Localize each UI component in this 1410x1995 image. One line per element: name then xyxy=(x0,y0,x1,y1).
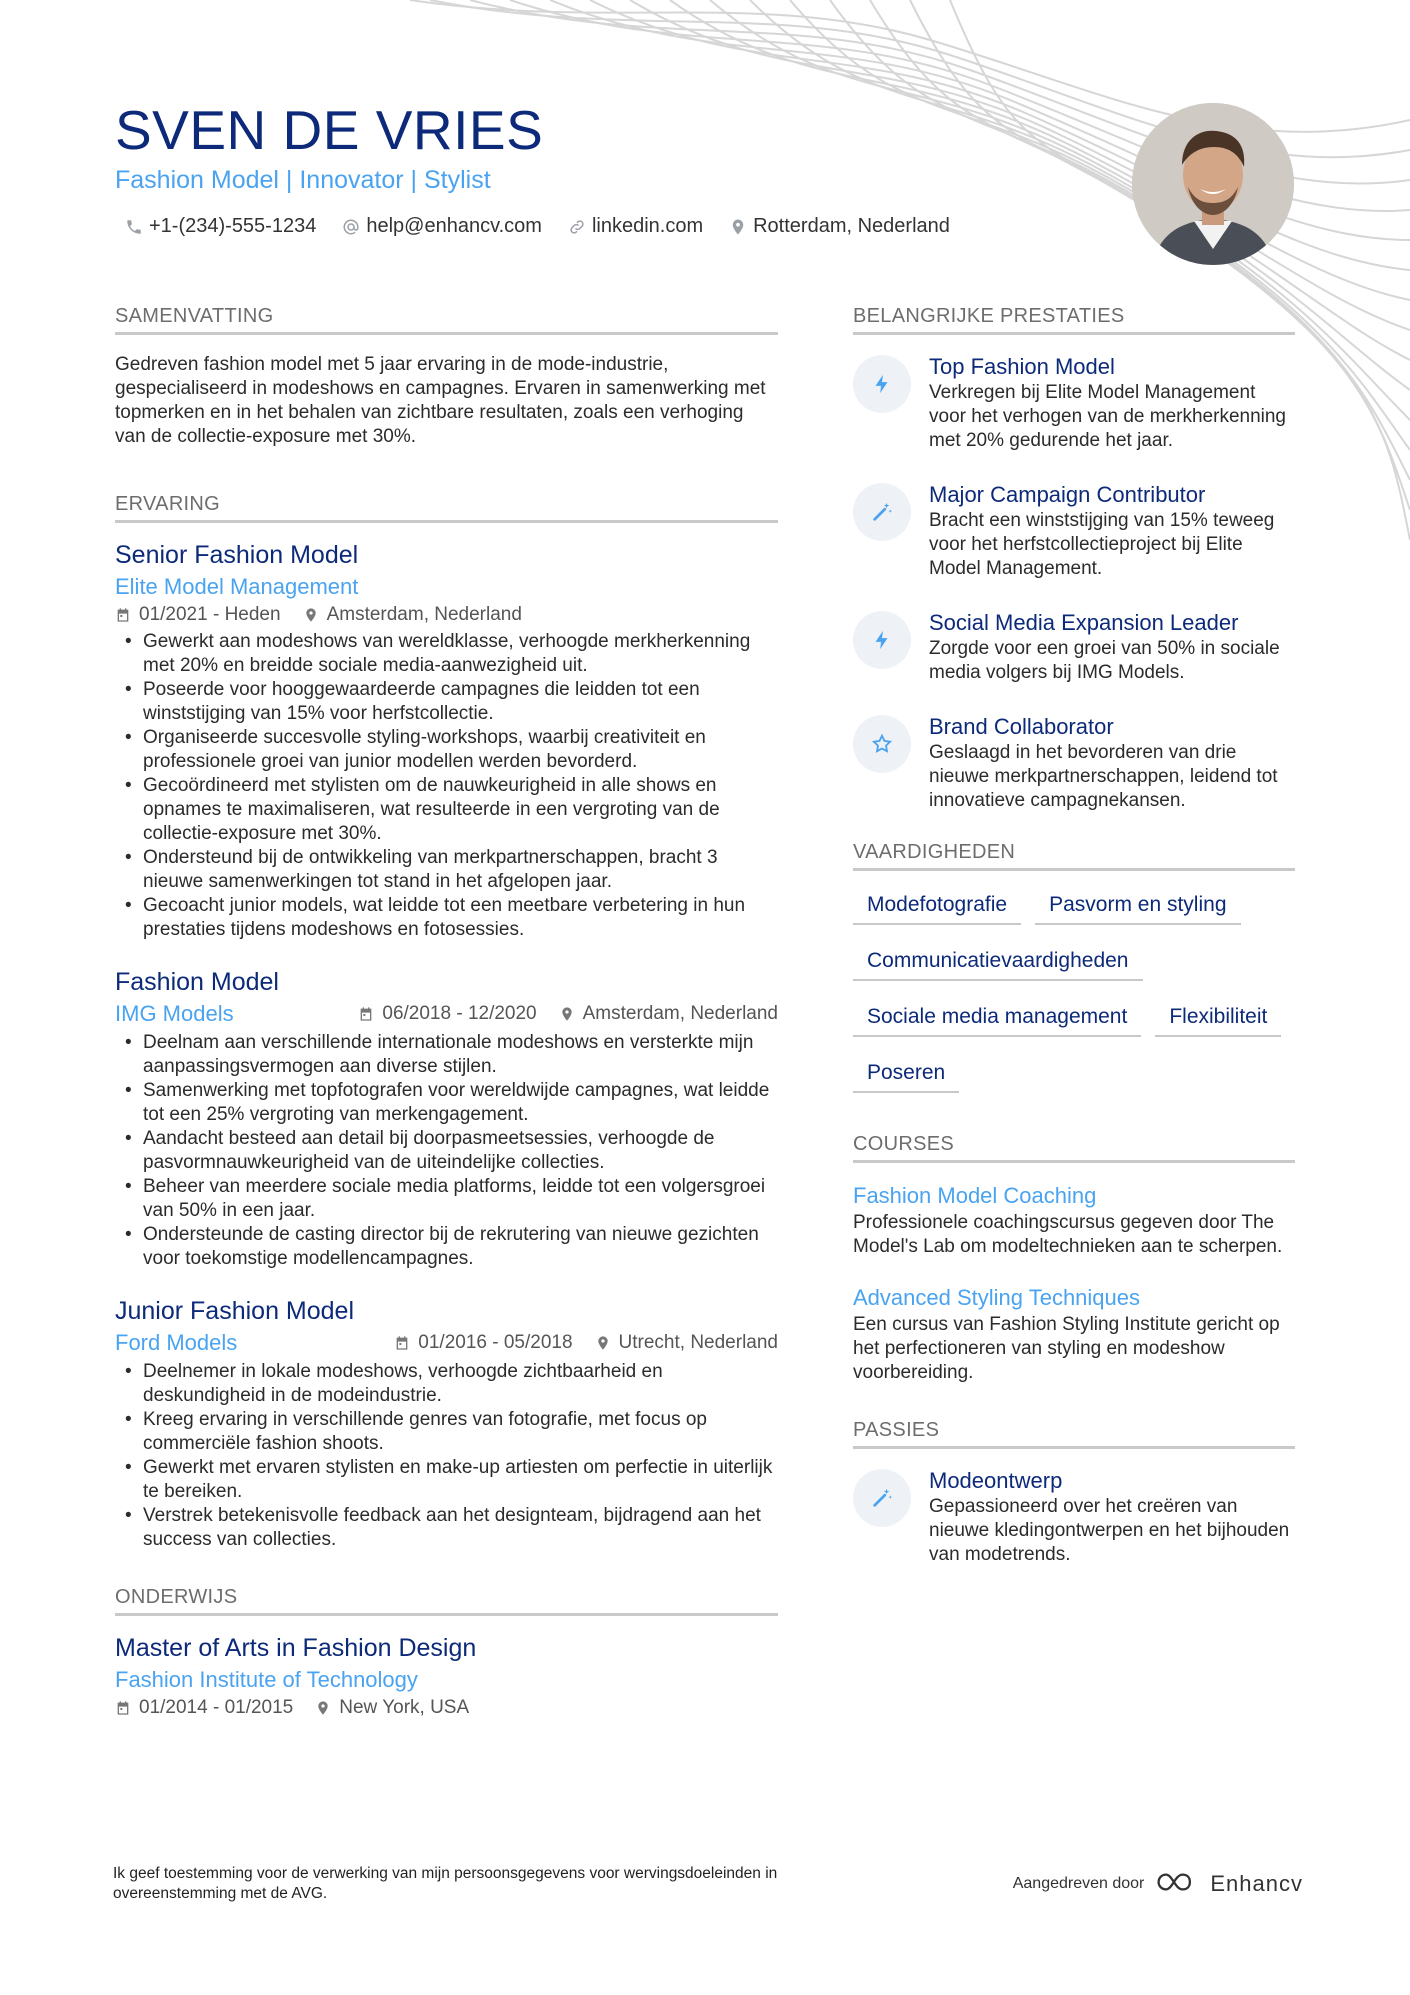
courses-section xyxy=(853,1133,1295,1385)
lightning-icon xyxy=(853,355,911,413)
passions-title: PASSIES xyxy=(853,1419,1295,1449)
job-meta xyxy=(358,1003,778,1025)
job-location-text: Amsterdam, Nederland xyxy=(582,1003,778,1024)
achievement-title: Social Media Expansion Leader xyxy=(929,610,1239,635)
education-dates-text: 01/2014 - 01/2015 xyxy=(139,1697,294,1718)
skills-title: VAARDIGHEDEN xyxy=(853,841,1295,871)
skill-tag: Communicatievaardigheden xyxy=(853,945,1143,981)
job-bullet: • Gewerkt met ervaren stylisten en make-up artiesten om perfectie in uiterlijk te bereiken. xyxy=(115,1456,778,1504)
email-text: help@enhancv.com xyxy=(366,215,542,237)
education-title: ONDERWIJS xyxy=(115,1586,778,1616)
enhancv-logo-icon xyxy=(1154,1870,1200,1899)
course-title: Advanced Styling Techniques xyxy=(853,1285,1141,1310)
education-location xyxy=(315,1697,469,1719)
calendar-icon xyxy=(115,607,131,623)
job-bullet: • Poseerde voor hooggewaardeerde campagnes die leidden tot een winststijging van 15% voor herfstcollectie. xyxy=(115,678,778,726)
location-text: Rotterdam, Nederland xyxy=(753,215,950,237)
job-bullet: • Organiseerde succesvolle styling-workshops, waarbij creativiteit en professionele groei van junior modellen werden bevorderd. xyxy=(115,726,778,774)
achievement-item xyxy=(853,609,1295,685)
education-section xyxy=(115,1586,778,1719)
linkedin-text: linkedin.com xyxy=(591,215,704,237)
job-bullet: • Deelnam aan verschillende internationale modeshows en versterkte mijn aanpassingsvermogen aan diverse stijlen. xyxy=(115,1031,778,1079)
job-bullet: • Ondersteunde de casting director bij de rekrutering van nieuwe gezichten voor toekomstige modellencampagnes. xyxy=(115,1223,778,1271)
course-item xyxy=(853,1283,1295,1385)
candidate-headline: Fashion Model | Innovator | Stylist xyxy=(115,166,491,194)
job-bullet: • Deelnemer in lokale modeshows, verhoogde zichtbaarheid en deskundigheid in de modeindustrie. xyxy=(115,1360,778,1408)
achievements-section xyxy=(853,305,1295,813)
course-item xyxy=(853,1181,1295,1259)
education-location-text: New York, USA xyxy=(339,1697,470,1718)
calendar-icon xyxy=(394,1335,410,1351)
job-entry xyxy=(115,968,778,1271)
skill-tag: Modefotografie xyxy=(853,889,1021,925)
experience-title: ERVARING xyxy=(115,493,778,523)
job-bullet: • Kreeg ervaring in verschillende genres van fotografie, met focus op commerciële fashion shoots. xyxy=(115,1408,778,1456)
skill-tag: Flexibiliteit xyxy=(1155,1001,1281,1037)
summary-section xyxy=(115,305,778,449)
course-desc: Professionele coachingscursus gegeven door The Model's Lab om modeltechnieken aan te scherpen. xyxy=(853,1212,1283,1257)
job-bullet: • Samenwerking met topfotografen voor wereldwijde campagnes, wat leidde tot een 25% vergroting van merkengagement. xyxy=(115,1079,778,1127)
job-location-text: Utrecht, Nederland xyxy=(618,1332,778,1353)
achievement-desc: Geslaagd in het bevorderen van drie nieuwe merkpartnerschappen, leidend tot innovatieve campagnekansen. xyxy=(929,742,1278,811)
passions-section xyxy=(853,1419,1295,1567)
job-bullet: • Gewerkt aan modeshows van wereldklasse, verhoogde merkherkenning met 20% en breidde sociale media-aanwezigheid uit. xyxy=(115,630,778,678)
job-dates xyxy=(394,1332,572,1354)
map-pin-icon xyxy=(729,218,747,236)
course-desc: Een cursus van Fashion Styling Institute gericht op het perfectioneren van styling en modeshow voorbereiding. xyxy=(853,1314,1280,1383)
education-dates xyxy=(115,1697,293,1719)
job-location xyxy=(559,1003,778,1025)
contact-phone[interactable] xyxy=(125,215,316,238)
job-location-text: Amsterdam, Nederland xyxy=(326,604,522,625)
job-bullet: • Gecoördineerd met stylisten om de nauwkeurigheid in alle shows en opnames te maximaliseren, wat resulteerde in een vergroting van de collectie-exposure met 30%. xyxy=(115,774,778,846)
job-entry xyxy=(115,541,778,942)
powered-by-label: Aangedreven door xyxy=(1012,1875,1145,1892)
achievement-item xyxy=(853,353,1295,453)
candidate-name: SVEN DE VRIES xyxy=(115,99,544,161)
job-company-row xyxy=(115,1001,778,1027)
phone-text: +1-(234)-555-1234 xyxy=(149,215,317,237)
job-dates xyxy=(115,604,281,626)
achievement-desc: Verkregen bij Elite Model Management voor het verhogen van de merkherkenning met 20% gedurende het jaar. xyxy=(929,382,1287,451)
education-school: Fashion Institute of Technology xyxy=(115,1667,418,1692)
calendar-icon xyxy=(358,1006,374,1022)
passion-item xyxy=(853,1467,1295,1567)
job-location xyxy=(303,604,522,626)
lightning-icon xyxy=(853,611,911,669)
skills-section xyxy=(853,841,1295,1093)
star-icon xyxy=(853,715,911,773)
job-bullet: • Verstrek betekenisvolle feedback aan het designteam, bijdragend aan het success van collecties. xyxy=(115,1504,778,1552)
skill-tag: Pasvorm en styling xyxy=(1035,889,1240,925)
map-pin-icon xyxy=(559,1006,575,1022)
summary-title: SAMENVATTING xyxy=(115,305,778,335)
magic-wand-icon xyxy=(853,1469,911,1527)
courses-title: COURSES xyxy=(853,1133,1295,1163)
job-company: Elite Model Management xyxy=(115,574,359,599)
resume-header xyxy=(115,100,1115,238)
page-footer xyxy=(113,1864,1303,1904)
job-role: Senior Fashion Model xyxy=(115,541,359,569)
job-company-row xyxy=(115,1330,778,1356)
map-pin-icon xyxy=(315,1700,331,1716)
skill-tag: Sociale media management xyxy=(853,1001,1141,1037)
skill-tag: Poseren xyxy=(853,1057,959,1093)
job-location xyxy=(595,1332,778,1354)
calendar-icon xyxy=(115,1700,131,1716)
at-icon xyxy=(342,218,360,236)
job-company: Ford Models xyxy=(115,1330,238,1355)
magic-wand-icon xyxy=(853,483,911,541)
job-dates xyxy=(358,1003,536,1025)
powered-by[interactable] xyxy=(1013,1870,1303,1899)
contact-location xyxy=(729,215,950,238)
job-dates-text: 01/2016 - 05/2018 xyxy=(418,1332,573,1353)
passion-desc: Gepassioneerd over het creëren van nieuwe kledingontwerpen en het bijhouden van modetrends. xyxy=(929,1496,1290,1565)
job-bullet: • Gecoacht junior models, wat leidde tot een meetbare verbetering in hun prestaties tijdens modeshows en fotosessies. xyxy=(115,894,778,942)
map-pin-icon xyxy=(595,1335,611,1351)
achievement-item xyxy=(853,713,1295,813)
map-pin-icon xyxy=(303,607,319,623)
job-bullets xyxy=(115,1031,778,1271)
achievement-title: Brand Collaborator xyxy=(929,714,1114,739)
brand-name: Enhancv xyxy=(1210,1871,1303,1896)
education-degree: Master of Arts in Fashion Design xyxy=(115,1634,477,1662)
link-icon xyxy=(568,218,586,236)
job-dates-text: 01/2021 - Heden xyxy=(139,604,281,625)
course-title: Fashion Model Coaching xyxy=(853,1183,1097,1208)
skills-list xyxy=(853,889,1295,1093)
job-company: IMG Models xyxy=(115,1001,234,1026)
phone-icon xyxy=(125,218,143,236)
job-bullet: • Aandacht besteed aan detail bij doorpasmeetsessies, verhoogde de pasvormnauwkeurigheid van de uiteindelijke collecties. xyxy=(115,1127,778,1175)
job-bullets xyxy=(115,1360,778,1552)
consent-text: Ik geef toestemming voor de verwerking van mijn persoonsgegevens voor wervingsdoeleinden in overeenstemming met de AVG. xyxy=(113,1865,778,1902)
profile-photo xyxy=(1132,103,1294,265)
achievement-desc: Bracht een winststijging van 15% teweeg voor het herfstcollectieproject bij Elite Model Management. xyxy=(929,510,1275,579)
job-dates-text: 06/2018 - 12/2020 xyxy=(382,1003,537,1024)
job-bullet: • Beheer van meerdere sociale media platforms, leidde tot een volgersgroei van 50% in een jaar. xyxy=(115,1175,778,1223)
contact-email[interactable] xyxy=(342,215,542,238)
achievements-title: BELANGRIJKE PRESTATIES xyxy=(853,305,1295,335)
job-entry xyxy=(115,1297,778,1552)
job-bullet: • Ondersteund bij de ontwikkeling van merkpartnerschappen, bracht 3 nieuwe samenwerkingen tot stand in het afgelopen jaar. xyxy=(115,846,778,894)
contact-linkedin[interactable] xyxy=(568,215,703,238)
right-column xyxy=(853,305,1295,1595)
left-column xyxy=(115,305,778,1719)
experience-section xyxy=(115,493,778,1552)
job-meta xyxy=(394,1332,778,1354)
job-bullets xyxy=(115,630,778,942)
achievement-desc: Zorgde voor een groei van 50% in sociale media volgers bij IMG Models. xyxy=(929,638,1280,683)
achievement-item xyxy=(853,481,1295,581)
job-role: Fashion Model xyxy=(115,968,279,996)
job-role: Junior Fashion Model xyxy=(115,1297,355,1325)
summary-text: Gedreven fashion model met 5 jaar ervaring in de mode-industrie, gespecialiseerd in modeshows en campagnes. Ervaren in samenwerking met topmerken en in het behalen van zichtbare resultaten, zoals een verhoging van de collectie-exposure met 30%. xyxy=(115,354,766,447)
job-meta xyxy=(115,604,778,626)
passion-title: Modeontwerp xyxy=(929,1468,1063,1493)
education-meta xyxy=(115,1697,778,1719)
contact-bar xyxy=(115,215,1115,238)
achievement-title: Major Campaign Contributor xyxy=(929,482,1206,507)
achievement-title: Top Fashion Model xyxy=(929,354,1115,379)
